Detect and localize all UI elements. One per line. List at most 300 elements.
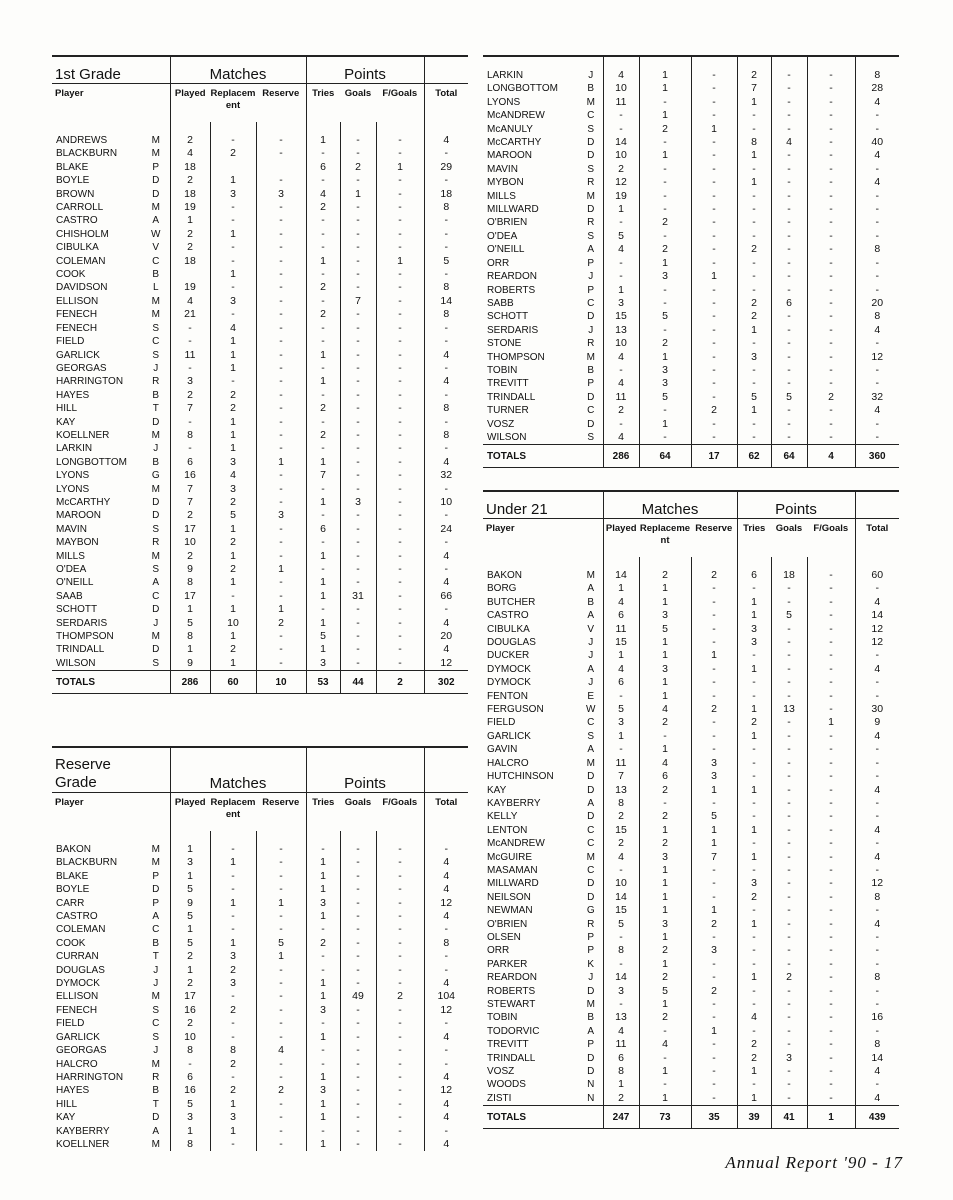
total: 8 bbox=[424, 402, 468, 415]
total: - bbox=[855, 690, 899, 703]
player-name: CARR bbox=[56, 897, 85, 909]
tries: 2 bbox=[737, 243, 771, 256]
player-name: TRINDALL bbox=[487, 391, 536, 403]
player-name: NEWMAN bbox=[487, 905, 533, 917]
total: 4 bbox=[855, 404, 899, 417]
total: 4 bbox=[424, 883, 468, 896]
fgoals: - bbox=[376, 442, 424, 455]
replacement: 8 bbox=[210, 1044, 256, 1057]
fgoals: - bbox=[376, 643, 424, 656]
position-code: R bbox=[587, 338, 595, 350]
replacement: 2 bbox=[210, 496, 256, 509]
total: 32 bbox=[855, 391, 899, 404]
reserve: - bbox=[256, 576, 306, 589]
replacement: 1 bbox=[210, 335, 256, 348]
fgoals: - bbox=[376, 964, 424, 977]
position-code: J bbox=[588, 650, 594, 662]
player-name: BLACKBURN bbox=[56, 857, 118, 869]
tries: 2 bbox=[737, 297, 771, 310]
total: - bbox=[855, 216, 899, 229]
played: 4 bbox=[603, 663, 639, 676]
reserve-grade-table bbox=[52, 746, 468, 1151]
total: - bbox=[424, 322, 468, 335]
tries: 2 bbox=[306, 201, 340, 214]
table-row bbox=[52, 1017, 468, 1030]
reserve: - bbox=[691, 377, 737, 390]
fgoals: - bbox=[376, 402, 424, 415]
tries-col-header: Tries bbox=[306, 84, 340, 123]
total: 8 bbox=[855, 69, 899, 82]
goals: - bbox=[340, 429, 376, 442]
tries: - bbox=[737, 770, 771, 783]
fgoals: - bbox=[807, 596, 855, 609]
position-code: B bbox=[587, 1012, 595, 1024]
table-row bbox=[52, 950, 468, 963]
player-name: TODORVIC bbox=[487, 1025, 540, 1037]
player-name: FERGUSON bbox=[487, 704, 544, 716]
tries: 1 bbox=[306, 456, 340, 469]
reserve-grade-grid bbox=[52, 746, 468, 1151]
total: - bbox=[424, 950, 468, 963]
table-row bbox=[52, 255, 468, 268]
tries: - bbox=[737, 904, 771, 917]
replacement: - bbox=[210, 910, 256, 923]
total: - bbox=[424, 843, 468, 856]
tries: - bbox=[306, 228, 340, 241]
goals: - bbox=[340, 308, 376, 321]
tries: 1 bbox=[306, 990, 340, 1003]
position-code: C bbox=[587, 717, 595, 729]
replacement: 1 bbox=[639, 418, 691, 431]
replacement: 2 bbox=[639, 716, 691, 729]
tries: - bbox=[737, 944, 771, 957]
goals: - bbox=[771, 716, 807, 729]
fgoals: - bbox=[807, 944, 855, 957]
goals: - bbox=[771, 663, 807, 676]
fgoals: - bbox=[807, 770, 855, 783]
player-col-header: Player bbox=[55, 797, 84, 808]
player-name: LONGBOTTOM bbox=[487, 83, 558, 95]
position-code: D bbox=[587, 1066, 595, 1078]
goals: - bbox=[771, 404, 807, 417]
position-code: V bbox=[587, 623, 595, 635]
replacement: 2 bbox=[210, 1058, 256, 1071]
played: - bbox=[603, 958, 639, 971]
table-row bbox=[483, 190, 899, 203]
played: 9 bbox=[170, 657, 210, 671]
player-name: DYMOCK bbox=[487, 663, 531, 675]
reserve: - bbox=[256, 389, 306, 402]
goals: - bbox=[340, 1031, 376, 1044]
fgoals: - bbox=[807, 985, 855, 998]
position-code: D bbox=[587, 811, 595, 823]
replacement: - bbox=[210, 375, 256, 388]
goals: - bbox=[771, 676, 807, 689]
fgoals: - bbox=[807, 123, 855, 136]
played: 11 bbox=[603, 96, 639, 109]
replacement: 2 bbox=[210, 1084, 256, 1097]
position-code: P bbox=[152, 161, 160, 173]
played: 5 bbox=[170, 883, 210, 896]
played: 5 bbox=[170, 937, 210, 950]
tries: 1 bbox=[306, 255, 340, 268]
player-name: BORG bbox=[487, 583, 517, 595]
goals: 18 bbox=[771, 569, 807, 582]
replacement: 3 bbox=[210, 950, 256, 963]
tries: 1 bbox=[737, 176, 771, 189]
player-name: KAYBERRY bbox=[487, 797, 541, 809]
tries: - bbox=[737, 230, 771, 243]
replacement: - bbox=[210, 201, 256, 214]
played: 18 bbox=[170, 188, 210, 201]
total: 4 bbox=[424, 643, 468, 656]
replacement: 1 bbox=[639, 257, 691, 270]
position-code: J bbox=[153, 362, 159, 374]
replacement: 1 bbox=[210, 174, 256, 187]
goals: - bbox=[771, 690, 807, 703]
tries: 3 bbox=[737, 351, 771, 364]
goals: - bbox=[771, 1065, 807, 1078]
goals: - bbox=[771, 784, 807, 797]
total: 66 bbox=[424, 590, 468, 603]
played: 4 bbox=[603, 243, 639, 256]
table-row bbox=[483, 931, 899, 944]
player-name: KOELLNER bbox=[56, 1138, 110, 1150]
table-row bbox=[483, 609, 899, 622]
tries: - bbox=[306, 442, 340, 455]
total: 4 bbox=[855, 918, 899, 931]
page-footer: Annual Report '90 - 17 bbox=[725, 1153, 903, 1172]
table-row bbox=[52, 375, 468, 388]
position-code: M bbox=[151, 857, 160, 869]
total: 4 bbox=[855, 851, 899, 864]
player-name: LYONS bbox=[56, 483, 90, 495]
total: 8 bbox=[424, 308, 468, 321]
position-code: P bbox=[587, 931, 595, 943]
reserve: - bbox=[691, 82, 737, 95]
position-code: S bbox=[587, 163, 595, 175]
played: - bbox=[603, 364, 639, 377]
totals-reserve: 35 bbox=[691, 1106, 737, 1129]
played: 5 bbox=[603, 918, 639, 931]
table-row bbox=[483, 1038, 899, 1051]
total: 4 bbox=[855, 596, 899, 609]
table-row bbox=[483, 663, 899, 676]
goals: - bbox=[771, 649, 807, 662]
fgoals: - bbox=[376, 657, 424, 671]
replacement: 1 bbox=[210, 576, 256, 589]
player-name: DAVIDSON bbox=[56, 282, 108, 294]
played: 13 bbox=[603, 324, 639, 337]
totals-total: 439 bbox=[855, 1106, 899, 1129]
fgoals: - bbox=[376, 375, 424, 388]
replacement: 3 bbox=[210, 456, 256, 469]
played: 7 bbox=[603, 770, 639, 783]
table-row bbox=[483, 364, 899, 377]
played: 1 bbox=[170, 843, 210, 856]
replacement-col-header: Replacement bbox=[210, 88, 256, 111]
reserve: 1 bbox=[256, 897, 306, 910]
player-name: O'BRIEN bbox=[487, 918, 528, 930]
position-code: D bbox=[152, 644, 160, 656]
reserve: - bbox=[256, 923, 306, 936]
fgoals: - bbox=[807, 1025, 855, 1038]
fgoals: - bbox=[807, 431, 855, 445]
total: - bbox=[855, 649, 899, 662]
position-code: D bbox=[152, 416, 160, 428]
replacement: - bbox=[639, 431, 691, 445]
replacement: - bbox=[210, 1138, 256, 1151]
reserve: - bbox=[256, 1125, 306, 1138]
reserve: - bbox=[256, 335, 306, 348]
total: - bbox=[855, 123, 899, 136]
replacement: 1 bbox=[210, 442, 256, 455]
played: 7 bbox=[170, 402, 210, 415]
reserve: - bbox=[691, 431, 737, 445]
table-row bbox=[52, 509, 468, 522]
fgoals: - bbox=[807, 998, 855, 1011]
position-code: R bbox=[152, 376, 160, 388]
played: 8 bbox=[170, 1044, 210, 1057]
played: 11 bbox=[603, 757, 639, 770]
fgoals: - bbox=[807, 1011, 855, 1024]
position-code: S bbox=[152, 322, 160, 334]
played: - bbox=[603, 998, 639, 1011]
tries: - bbox=[737, 377, 771, 390]
tries: 6 bbox=[737, 569, 771, 582]
played: 19 bbox=[170, 281, 210, 294]
tries: - bbox=[306, 322, 340, 335]
fgoals: - bbox=[376, 1111, 424, 1124]
reserve: 2 bbox=[691, 918, 737, 931]
position-code: J bbox=[153, 443, 159, 455]
total: 8 bbox=[424, 937, 468, 950]
player-name: ELLISON bbox=[56, 991, 99, 1003]
goals: - bbox=[771, 270, 807, 283]
position-code: M bbox=[151, 295, 160, 307]
player-name: HAYES bbox=[56, 1085, 90, 1097]
tries: 3 bbox=[306, 897, 340, 910]
tries: - bbox=[737, 109, 771, 122]
played: 8 bbox=[603, 797, 639, 810]
total: 24 bbox=[424, 523, 468, 536]
replacement: 2 bbox=[210, 643, 256, 656]
position-code: J bbox=[153, 617, 159, 629]
goals: - bbox=[340, 1098, 376, 1111]
fgoals: - bbox=[376, 1084, 424, 1097]
played: - bbox=[603, 270, 639, 283]
position-code: G bbox=[151, 470, 160, 482]
goals: - bbox=[340, 1125, 376, 1138]
goals: - bbox=[340, 883, 376, 896]
fgoals: - bbox=[807, 569, 855, 582]
played: - bbox=[603, 216, 639, 229]
played: 6 bbox=[603, 676, 639, 689]
position-code: M bbox=[151, 483, 160, 495]
fgoals: - bbox=[807, 136, 855, 149]
goals: 4 bbox=[771, 136, 807, 149]
player-name: TREVITT bbox=[487, 378, 529, 390]
reserve: - bbox=[256, 657, 306, 671]
reserve: - bbox=[256, 1138, 306, 1151]
player-name: BAKON bbox=[487, 570, 523, 581]
total: 14 bbox=[855, 1052, 899, 1065]
position-code: D bbox=[152, 884, 160, 896]
player-name: FENECH bbox=[56, 1004, 98, 1016]
player-name: HILL bbox=[56, 1098, 78, 1110]
reserve: - bbox=[256, 322, 306, 335]
player-name: THOMPSON bbox=[487, 351, 545, 363]
fgoals: - bbox=[376, 214, 424, 227]
played: 2 bbox=[170, 950, 210, 963]
tries: 1 bbox=[306, 910, 340, 923]
player-name: O'DEA bbox=[56, 564, 87, 575]
position-code: M bbox=[586, 851, 595, 863]
player-name: LYONS bbox=[56, 470, 90, 482]
goals: - bbox=[340, 335, 376, 348]
fgoals: - bbox=[376, 1004, 424, 1017]
replacement: 1 bbox=[210, 897, 256, 910]
position-code: P bbox=[587, 378, 595, 390]
tries: 1 bbox=[306, 134, 340, 147]
goals: - bbox=[340, 923, 376, 936]
position-code: P bbox=[587, 1039, 595, 1051]
replacement: 2 bbox=[210, 147, 256, 160]
player-name: O'DEA bbox=[487, 230, 518, 242]
table-row bbox=[52, 1071, 468, 1084]
table-row bbox=[483, 69, 899, 82]
replacement: - bbox=[210, 990, 256, 1003]
played: 19 bbox=[603, 190, 639, 203]
reserve: 1 bbox=[256, 563, 306, 576]
total: - bbox=[855, 270, 899, 283]
played: 17 bbox=[170, 523, 210, 536]
replacement: 1 bbox=[639, 743, 691, 756]
position-code: M bbox=[151, 148, 160, 160]
table-row bbox=[483, 351, 899, 364]
played: 14 bbox=[603, 136, 639, 149]
player-name: WILSON bbox=[487, 431, 527, 443]
player-name: MILLS bbox=[487, 190, 516, 202]
played: 4 bbox=[603, 431, 639, 445]
position-code: D bbox=[587, 891, 595, 903]
totals-total: 302 bbox=[424, 671, 468, 694]
played-col-header: Played bbox=[170, 84, 210, 123]
tries: 1 bbox=[737, 971, 771, 984]
played: 8 bbox=[170, 429, 210, 442]
fgoals: - bbox=[376, 228, 424, 241]
goals: - bbox=[340, 268, 376, 281]
tries: 2 bbox=[306, 308, 340, 321]
position-code: C bbox=[152, 924, 160, 936]
table-row bbox=[483, 985, 899, 998]
fgoals: - bbox=[376, 174, 424, 187]
tries: - bbox=[306, 1017, 340, 1030]
totals-played: 286 bbox=[603, 445, 639, 468]
table-row bbox=[52, 870, 468, 883]
table-row bbox=[52, 308, 468, 321]
goals: - bbox=[340, 442, 376, 455]
table-row bbox=[52, 990, 468, 1003]
goals: - bbox=[771, 1025, 807, 1038]
played: 2 bbox=[170, 174, 210, 187]
replacement: 1 bbox=[210, 429, 256, 442]
fgoals: - bbox=[376, 281, 424, 294]
fgoals: - bbox=[807, 270, 855, 283]
position-code: G bbox=[586, 905, 595, 917]
position-code: D bbox=[587, 1052, 595, 1064]
replacement: - bbox=[639, 176, 691, 189]
fgoals: - bbox=[376, 563, 424, 576]
reserve: - bbox=[256, 416, 306, 429]
reserve: - bbox=[691, 324, 737, 337]
played: 8 bbox=[603, 1065, 639, 1078]
goals: - bbox=[340, 255, 376, 268]
player-name: VOSZ bbox=[487, 418, 515, 430]
played: 15 bbox=[603, 636, 639, 649]
replacement: 1 bbox=[639, 904, 691, 917]
player-name: McCARTHY bbox=[56, 496, 111, 508]
total: 29 bbox=[424, 161, 468, 174]
goals: - bbox=[340, 228, 376, 241]
player-name: MASAMAN bbox=[487, 864, 538, 876]
player-name: TOBIN bbox=[487, 364, 518, 376]
played: 10 bbox=[603, 82, 639, 95]
replacement: 3 bbox=[210, 977, 256, 990]
played: 8 bbox=[170, 630, 210, 643]
fgoals: - bbox=[376, 1125, 424, 1138]
table-row bbox=[52, 910, 468, 923]
total: 12 bbox=[424, 1084, 468, 1097]
reserve: - bbox=[256, 1098, 306, 1111]
played: 10 bbox=[603, 337, 639, 350]
position-code: S bbox=[152, 1004, 160, 1016]
fgoals: - bbox=[807, 864, 855, 877]
goals: 5 bbox=[771, 609, 807, 622]
tries: - bbox=[737, 364, 771, 377]
player-name: WOODS bbox=[487, 1079, 526, 1091]
reserve: - bbox=[691, 676, 737, 689]
played: 13 bbox=[603, 784, 639, 797]
position-code: J bbox=[588, 324, 594, 336]
replacement: 1 bbox=[639, 998, 691, 1011]
reserve: - bbox=[691, 609, 737, 622]
replacement: 2 bbox=[210, 402, 256, 415]
replacement: - bbox=[210, 255, 256, 268]
goals: - bbox=[340, 241, 376, 254]
table-row bbox=[483, 257, 899, 270]
played: 6 bbox=[170, 456, 210, 469]
fgoals: - bbox=[807, 109, 855, 122]
position-code: J bbox=[153, 978, 159, 990]
reserve: - bbox=[691, 1065, 737, 1078]
position-code: R bbox=[152, 537, 160, 549]
replacement: 1 bbox=[210, 228, 256, 241]
player-name: SERDARIS bbox=[56, 617, 108, 629]
total-col-header: Total bbox=[424, 793, 468, 832]
fgoals: - bbox=[807, 377, 855, 390]
table-row bbox=[52, 576, 468, 589]
position-code: P bbox=[152, 897, 160, 909]
position-code: S bbox=[152, 1031, 160, 1043]
position-code: B bbox=[587, 596, 595, 608]
tries: - bbox=[737, 163, 771, 176]
table-row bbox=[52, 643, 468, 656]
fgoals: - bbox=[376, 897, 424, 910]
replacement: 1 bbox=[210, 1098, 256, 1111]
replacement: 3 bbox=[210, 1111, 256, 1124]
played: 16 bbox=[170, 1004, 210, 1017]
